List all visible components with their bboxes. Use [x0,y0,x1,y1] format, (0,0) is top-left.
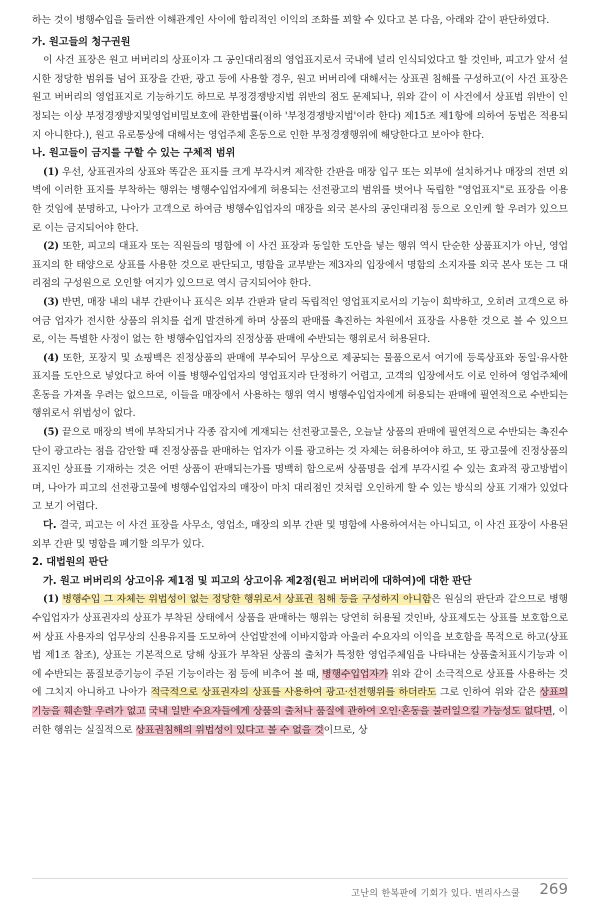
page-footer [32,878,568,901]
body-text: 위와 같이 소극적으로 상표를 사용하는 것에 그치지 아니하고 나아가 [32,668,569,699]
numbered-paragraph [32,350,568,424]
numbered-paragraph [32,164,568,238]
highlighted-text-pink: 병행수입업자가 [322,668,389,680]
section-heading-da: 다. [43,520,57,532]
item-number: (1) [43,166,59,178]
item-text: 또한, 포장지 및 쇼핑백은 진정상품의 판매에 부수되어 무상으로 제공되는 물품으로서 여기에 등록상표와 동일·유사한 표지를 도안으로 넣었다고 하여 이를 병행수입업자의 영업표지라 단정하기 어렵고, 고객의 입장에서도 이로 인하여 영업주체에 혼동을 가져올 우려는 없으므로, 이들을 매장에서 사용하는 행위 역시 병행수입업자에게 허용되는 판매에 필연적으로 수반되는 행위로서 위법성이 없다. [32,352,568,420]
highlighted-text-pink: 상표의 기능을 훼손할 우려가 없고 [32,687,568,717]
numbered-paragraph [32,294,568,350]
item-number: (2) [43,241,59,253]
item-text: 또한, 피고의 대표자 또는 직원들의 명함에 이 사건 표장과 동일한 도안을 넣는 행위 역시 단순한 상품표지가 아닌, 영업표지의 한 태양으로 상표를 사용한 것으로 판단되고, 명함을 교부받는 제3자의 입장에서 명함의 소지자를 외국 본사 또는 그 대리점의 구성원으로 오인할 여지가 있으므로 역시 금지되어야 한다. [32,241,568,290]
item-number: (5) [43,427,59,439]
item-number: (4) [43,352,59,364]
section-2-paragraph [32,591,568,740]
item-number: (3) [43,296,59,308]
section-na-items [32,164,568,517]
item-number: (1) [43,594,59,606]
page-body [32,12,568,740]
item-text: 끝으로 매장의 벽에 부착되거나 각종 잡지에 게재되는 선전광고물은, 오늘날 상품의 판매에 필연적으로 수반되는 촉진수단이 광고라는 점을 감안할 때 진정상품을 판매하는 업자가 이를 광고하는 것 자체는 허용하여야 하고, 또 광고물에 진정상품의 표지인 상표를 기재하는 것은 어떤 상품이 판매되는가를 명백히 함으로써 상품명을 쉽게 부각시킬 수 있는 효과적 광고방법이며, 나아가 피고의 선전광고물에 병행수입업자의 매장이 마치 대리점인 것처럼 오인하게 할 수 있는 방식의 상표 기재가 있었다고 보기 어렵다. [32,427,568,513]
intro-paragraph: 하는 것이 병행수입을 둘러싼 이해관계인 사이에 합리적인 이익의 조화를 꾀할 수 있다고 본 다음, 아래와 같이 판단하였다. [32,15,550,26]
section-heading-na: 나. 원고들이 금지를 구할 수 있는 구체적 범위 [32,148,236,160]
body-text: , 이러한 행위는 실질적으로 [32,705,568,736]
page-number: 269 [539,880,568,898]
body-text: 그로 인하여 위와 같은 [436,687,540,699]
footer-slogan: 고난의 한복판에 기회가 있다. 변리사스쿨 [351,889,520,899]
section-heading-ga: 가. 원고들의 청구권원 [32,36,131,48]
section-subheading-ga: 가. 원고 버버리의 상고이유 제1점 및 피고의 상고이유 제2점(원고 버버리에 대하여)에 대한 판단 [43,575,472,587]
section-da-text: 결국, 피고는 이 사건 표장을 사무소, 영업소, 매장의 외부 간판 및 명함에 사용하여서는 아니되고, 이 사건 표장이 사용된 외부 간판 및 명함을 폐기할 의무가 있다. [32,520,568,550]
section-ga-paragraph: 이 사건 표장은 원고 버버리의 상표이자 그 공인대리점의 영업표지로서 국내에 널리 인식되었다고 할 것인바, 피고가 앞서 설시한 정당한 범위를 넘어 표장을 간판, 광고 등에 사용할 경우, 원고 버버리에 대해서는 상표권 침해를 구성하고(이 사건 표장은 원고 버버리의 영업표지로 기능하기도 하므로 부정경쟁방지법 위반의 점도 문제되나, 위와 같이 이 사건에서 상표법 위반이 인정되는 이상 부정경쟁방지및영업비밀보호에 관한법률(이하 '부정경쟁방지법'이라 한다) 제15조 제1항에 의하여 동법은 적용되지 아니한다.), 원고 유로통상에 대해서는 영업주체 혼동으로 인한 부정경쟁행위에 해당한다고 보아야 한다. [32,55,568,141]
highlighted-text-yellow: 병행수입 그 자체는 위법성이 없는 정당한 행위로서 상표권 침해 등을 구성하지 아니함 [62,594,432,606]
highlighted-text-pink: 상표권침해의 위법성이 있다고 볼 수 없을 것 [135,724,324,736]
section-heading-2: 2. 대법원의 판단 [32,557,109,569]
numbered-paragraph [32,424,568,517]
highlighted-text-pink: 국내 일반 수요자들에게 상품의 출처나 품질에 관하여 오인·혼동을 불러일으킬 가능성도 없다면 [148,705,553,717]
body-text: 은 원심의 판단과 같으므로 병행수입업자가 상표권자의 상표가 부착된 상태에서 상품을 판매하는 행위는 당연히 허용될 것인바, 상표제도는 상표를 보호함으로써 상표 사용자의 업무상의 신용유지를 도모하여 산업발전에 이바지함과 아울러 수요자의 이익을 보호함을 목적으로 하고(상표법 제1조 참조), 상표는 기본적으로 당해 상표가 부착된 상품의 출처가 특정한 영업주체임을 나타내는 상품출처표시기능과 이에 수반되는 품질보증기능이 주된 기능이라는 점 등에 비추어 볼 때, [32,594,568,680]
highlighted-text-yellow: 적극적으로 상표권자의 상표를 사용하여 광고·선전행위를 하더라도 [150,687,437,699]
body-text: 이므로, 상 [323,724,368,736]
section-da-paragraph [32,517,568,554]
item-text: 반면, 매장 내의 내부 간판이나 표식은 외부 간판과 달리 독립적인 영업표지로서의 기능이 희박하고, 오히려 고객으로 하여금 업자가 전시한 상품의 위치를 쉽게 발견하게 하며 상품의 판매를 촉진하는 차원에서 표장을 사용한 것으로 볼 수 있으므로, 이는 특별한 사정이 없는 한 병행수입업자의 진정상품 판매에 수반되는 행위로서 허용된다. [32,296,568,346]
numbered-paragraph [32,238,568,294]
item-text: 우선, 상표권자의 상표와 똑같은 표지를 크게 부각시켜 제작한 간판을 매장 입구 또는 외부에 설치하거나 매장의 전면 외벽에 이러한 표지를 부착하는 행위는 병행수입업자에게 허용되는 선전광고의 범위를 벗어나 독립한 "영업표지"로 표장을 이용한 것임에 분명하고, 나아가 고객으로 하여금 병행수입업자의 매장을 외국 본사의 공인대리점 등으로 오인케 할 우려가 있으므로 이는 금지되어야 한다. [32,166,569,234]
